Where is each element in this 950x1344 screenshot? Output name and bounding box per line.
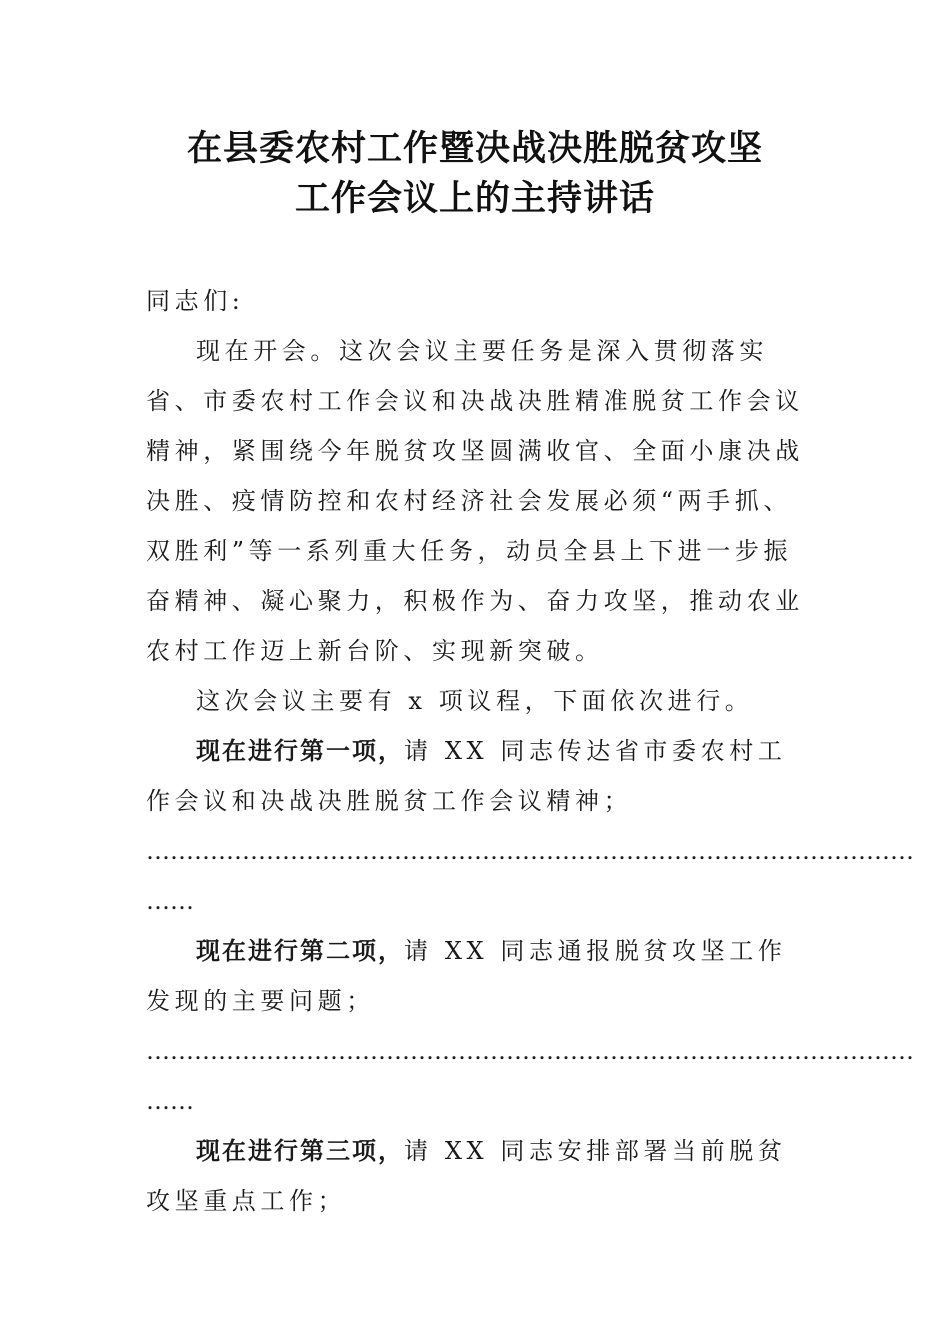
- agenda-paragraph: 这次会议主要有 x 项议程，下面依次进行。: [196, 687, 754, 715]
- agenda-item-3-text: 请 XX 同志安排部署当前脱贫攻坚重点工作；: [146, 1137, 787, 1215]
- document-title-line-2: 工作会议上的主持讲话: [294, 178, 655, 219]
- document-title-line-1: 在县委农村工作暨决战决胜脱贫攻坚: [186, 128, 763, 169]
- agenda-item-1-text: 请 XX 同志传达省市委农村工作会议和决战决胜脱贫工作会议精神；: [146, 737, 787, 815]
- agenda-item-1-lead: 现在进行第一项，: [196, 736, 404, 765]
- opening-paragraph: 现在开会。这次会议主要任务是深入贯彻落实省、市委农村工作会议和决战决胜精准脱贫工作会议精神，紧围绕今年脱贫攻坚圆满收官、全面小康决战决胜、疫情防控和农村经济社会发展必须“两手抓、双胜利”等一系列重大任务，动员全县上下进一步振奋精神、凝心聚力，积极作为、奋力攻坚，推动农业农村工作迈上新台阶、实现新突破。: [146, 337, 804, 665]
- agenda-item-3-lead: 现在进行第三项，: [196, 1136, 404, 1165]
- agenda-item-2-text: 请 XX 同志通报脱贫攻坚工作发现的主要问题；: [146, 937, 787, 1015]
- ellipsis-line: ……: [146, 1087, 194, 1115]
- ellipsis-line: ……………………………………………………………………………………: [146, 837, 914, 865]
- agenda-item-3: [146, 1126, 806, 1226]
- document-body: [146, 276, 914, 1226]
- agenda-item-2: [146, 926, 806, 1026]
- ellipsis-line: ……………………………………………………………………………………: [146, 1037, 914, 1065]
- ellipsis-line: ……: [146, 887, 194, 915]
- agenda-item-1: [146, 726, 806, 826]
- salutation: 同志们:: [146, 287, 245, 315]
- agenda-item-2-lead: 现在进行第二项，: [196, 936, 404, 965]
